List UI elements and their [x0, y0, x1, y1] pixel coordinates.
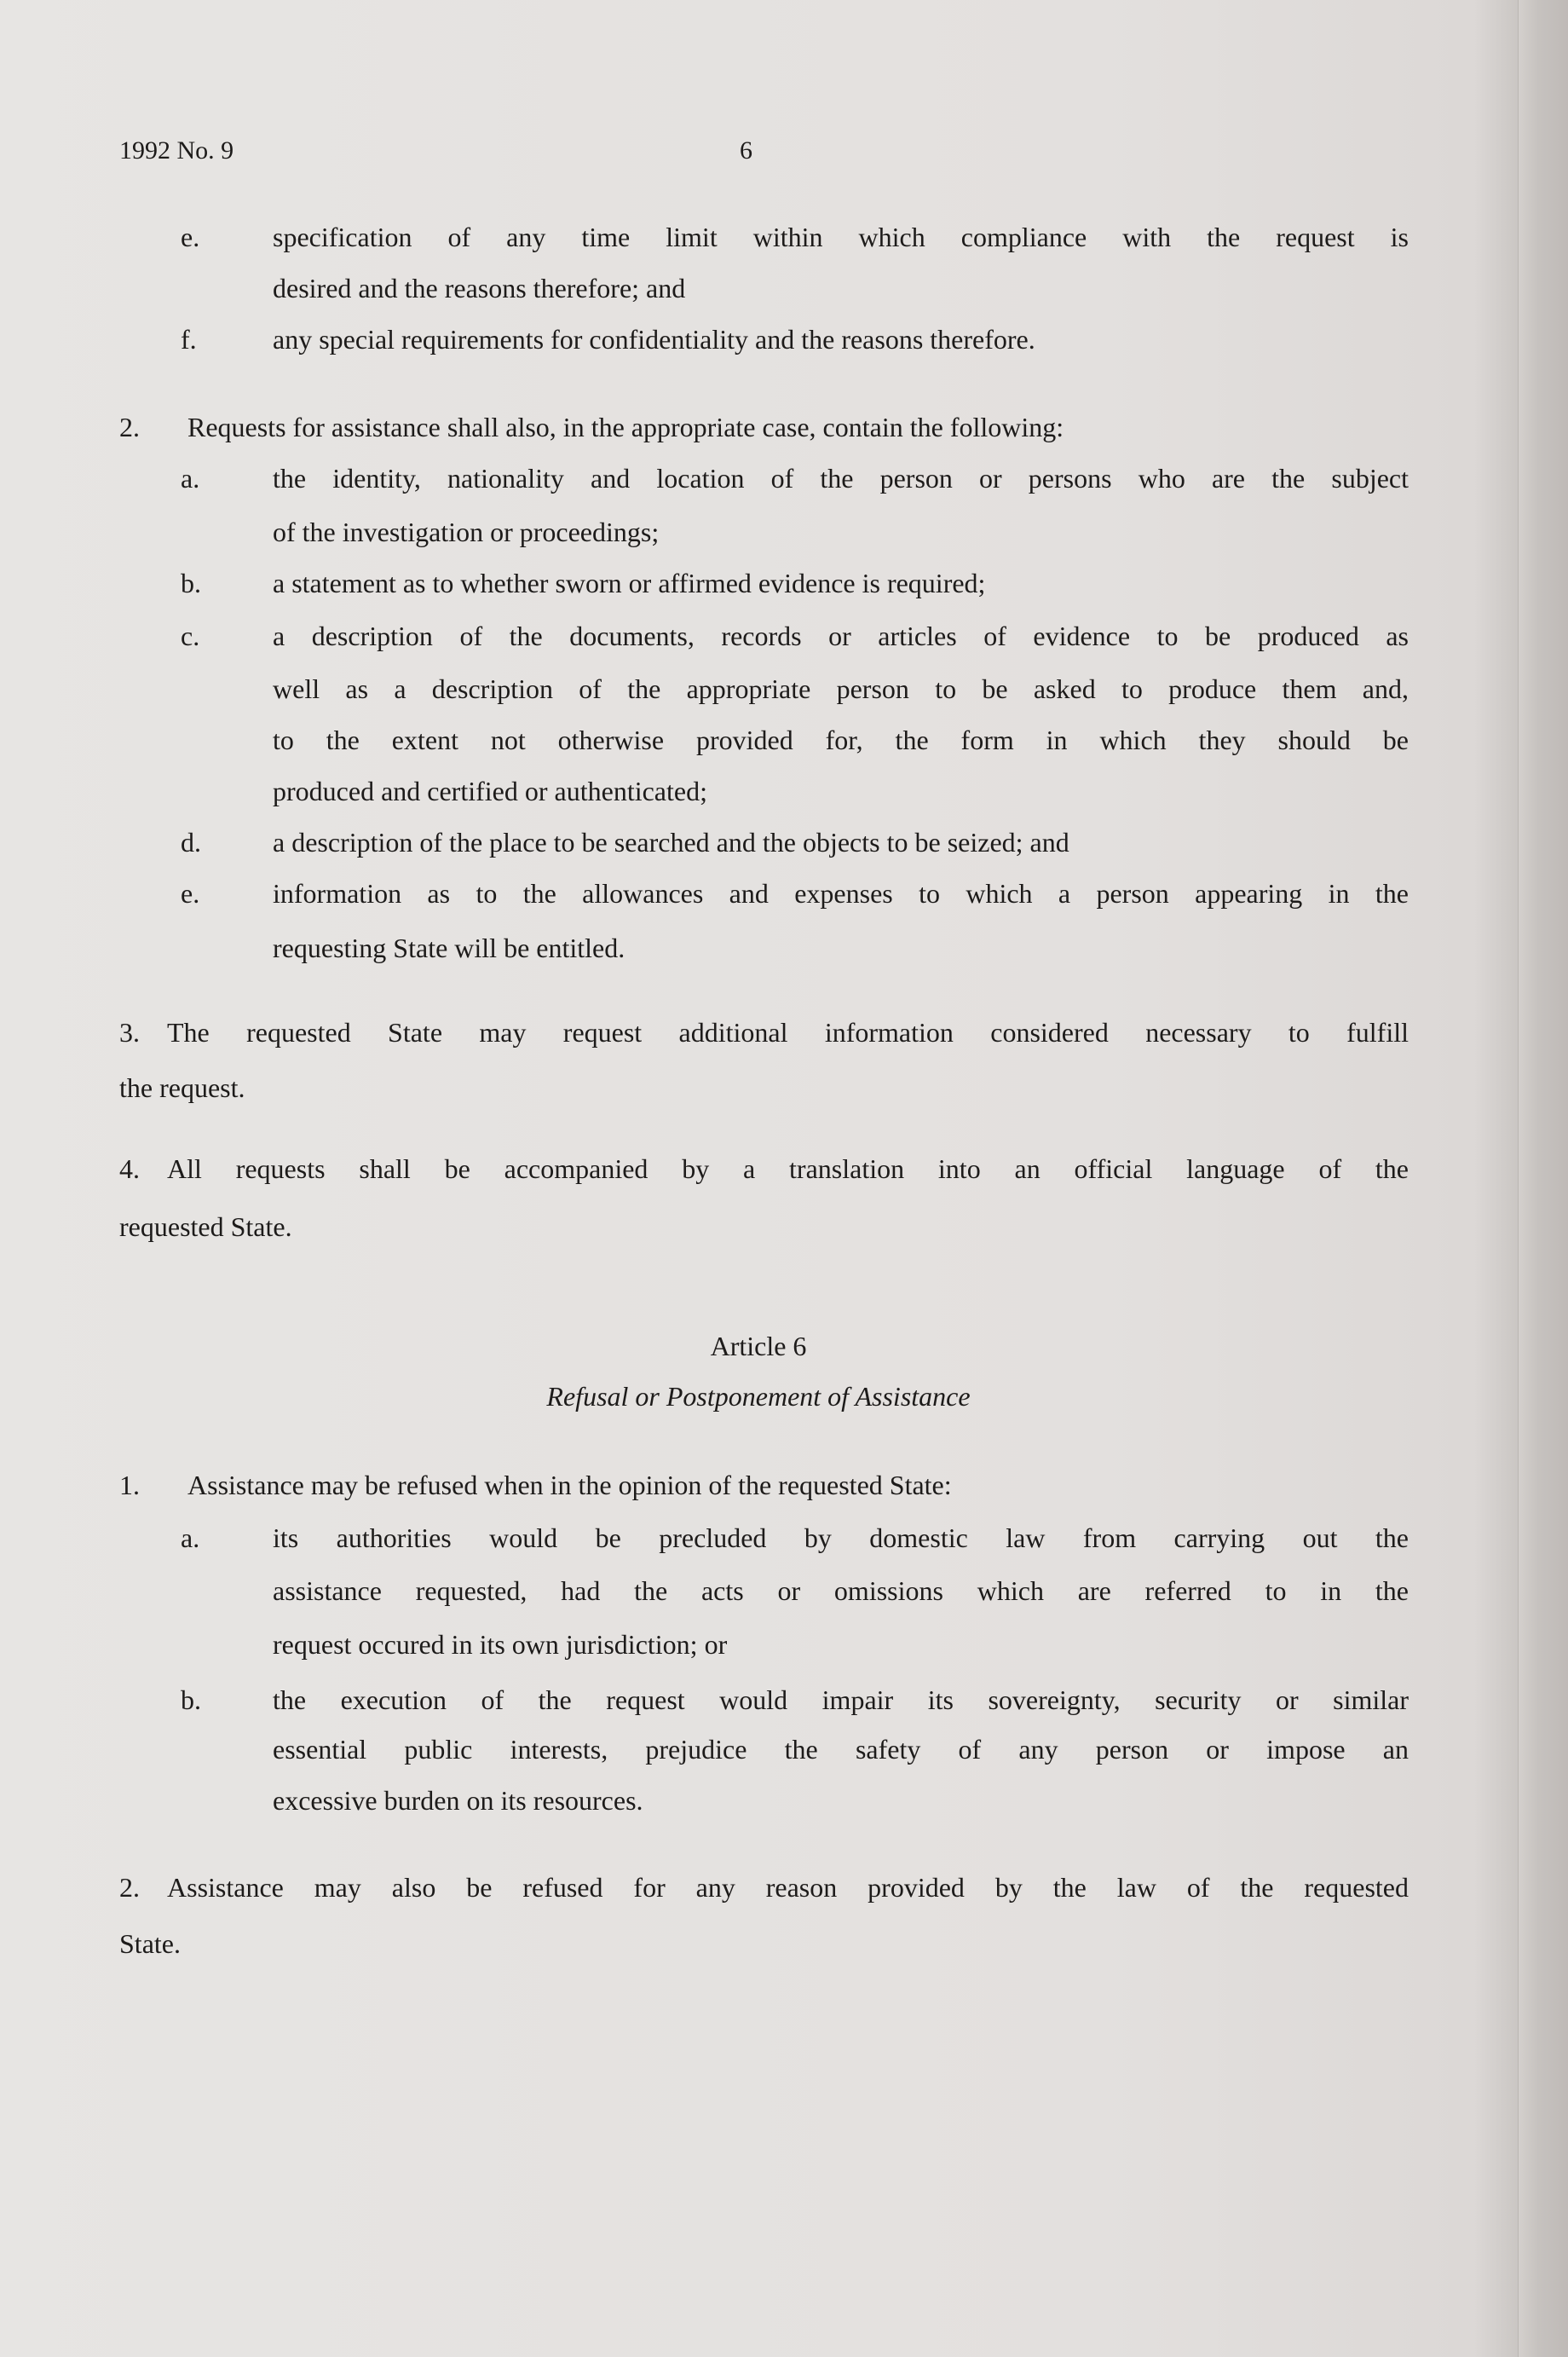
- item-marker: e.: [181, 878, 200, 909]
- item-line: information as to the allowances and expenses to which a person appearing in the: [273, 878, 1409, 909]
- paragraph-text: 2. Assistance may also be refused for any reason provided by the law of the requested: [119, 1872, 1409, 1903]
- item-marker: a.: [181, 1522, 200, 1553]
- item-line: excessive burden on its resources.: [273, 1785, 643, 1816]
- item-marker: a.: [181, 463, 200, 494]
- item-marker: b.: [181, 1684, 201, 1715]
- item-line: produced and certified or authenticated;: [273, 776, 707, 806]
- item-line: assistance requested, had the acts or omissions which are referred to in the: [273, 1575, 1409, 1606]
- page-number: 6: [740, 136, 752, 165]
- item-line: the identity, nationality and location of the person or persons who are the subject: [273, 463, 1409, 494]
- item-line: request occured in its own jurisdiction; or: [273, 1629, 728, 1660]
- article-number: Article 6: [710, 1331, 807, 1361]
- item-line: desired and the reasons therefore; and: [273, 273, 686, 303]
- item-line: well as a description of the appropriate person to be asked to produce them and,: [273, 673, 1409, 704]
- item-marker: f.: [181, 324, 197, 355]
- item-marker: d.: [181, 827, 201, 858]
- paragraph-text: 3. The requested State may request additional information considered necessary to fulfill: [119, 1017, 1409, 1048]
- paragraph-number: 1.: [119, 1470, 140, 1500]
- item-line: its authorities would be precluded by domestic law from carrying out the: [273, 1522, 1409, 1553]
- item-line: the execution of the request would impair its sovereignty, security or similar: [273, 1684, 1409, 1715]
- paragraph-text: requested State.: [119, 1211, 292, 1242]
- item-line: a description of the documents, records or articles of evidence to be produced as: [273, 621, 1409, 651]
- item-line: essential public interests, prejudice the safety of any person or impose an: [273, 1734, 1409, 1765]
- item-marker: e.: [181, 222, 200, 252]
- paragraph-text: 4. All requests shall be accompanied by a translation into an official language of the: [119, 1153, 1409, 1184]
- paragraph-text: the request.: [119, 1072, 245, 1103]
- item-line: to the extent not otherwise provided for, the form in which they should be: [273, 725, 1409, 755]
- item-line: a statement as to whether sworn or affirmed evidence is required;: [273, 568, 986, 598]
- item-line: requesting State will be entitled.: [273, 933, 625, 963]
- page-edge: [1518, 0, 1568, 2357]
- paragraph-text: State.: [119, 1928, 181, 1959]
- item-marker: b.: [181, 568, 201, 598]
- item-line: a description of the place to be searched and the objects to be seized; and: [273, 827, 1069, 858]
- item-marker: c.: [181, 621, 200, 651]
- paragraph-text: Assistance may be refused when in the opinion of the requested State:: [187, 1470, 952, 1500]
- paragraph-number: 2.: [119, 412, 140, 442]
- item-line: any special requirements for confidentiality and the reasons therefore.: [273, 324, 1035, 355]
- header-citation: 1992 No. 9: [119, 136, 234, 165]
- item-line: of the investigation or proceedings;: [273, 517, 660, 547]
- item-line: specification of any time limit within which compliance with the request is: [273, 222, 1409, 252]
- paragraph-text: Requests for assistance shall also, in the appropriate case, contain the following:: [187, 412, 1064, 442]
- article-title: Refusal or Postponement of Assistance: [546, 1381, 971, 1412]
